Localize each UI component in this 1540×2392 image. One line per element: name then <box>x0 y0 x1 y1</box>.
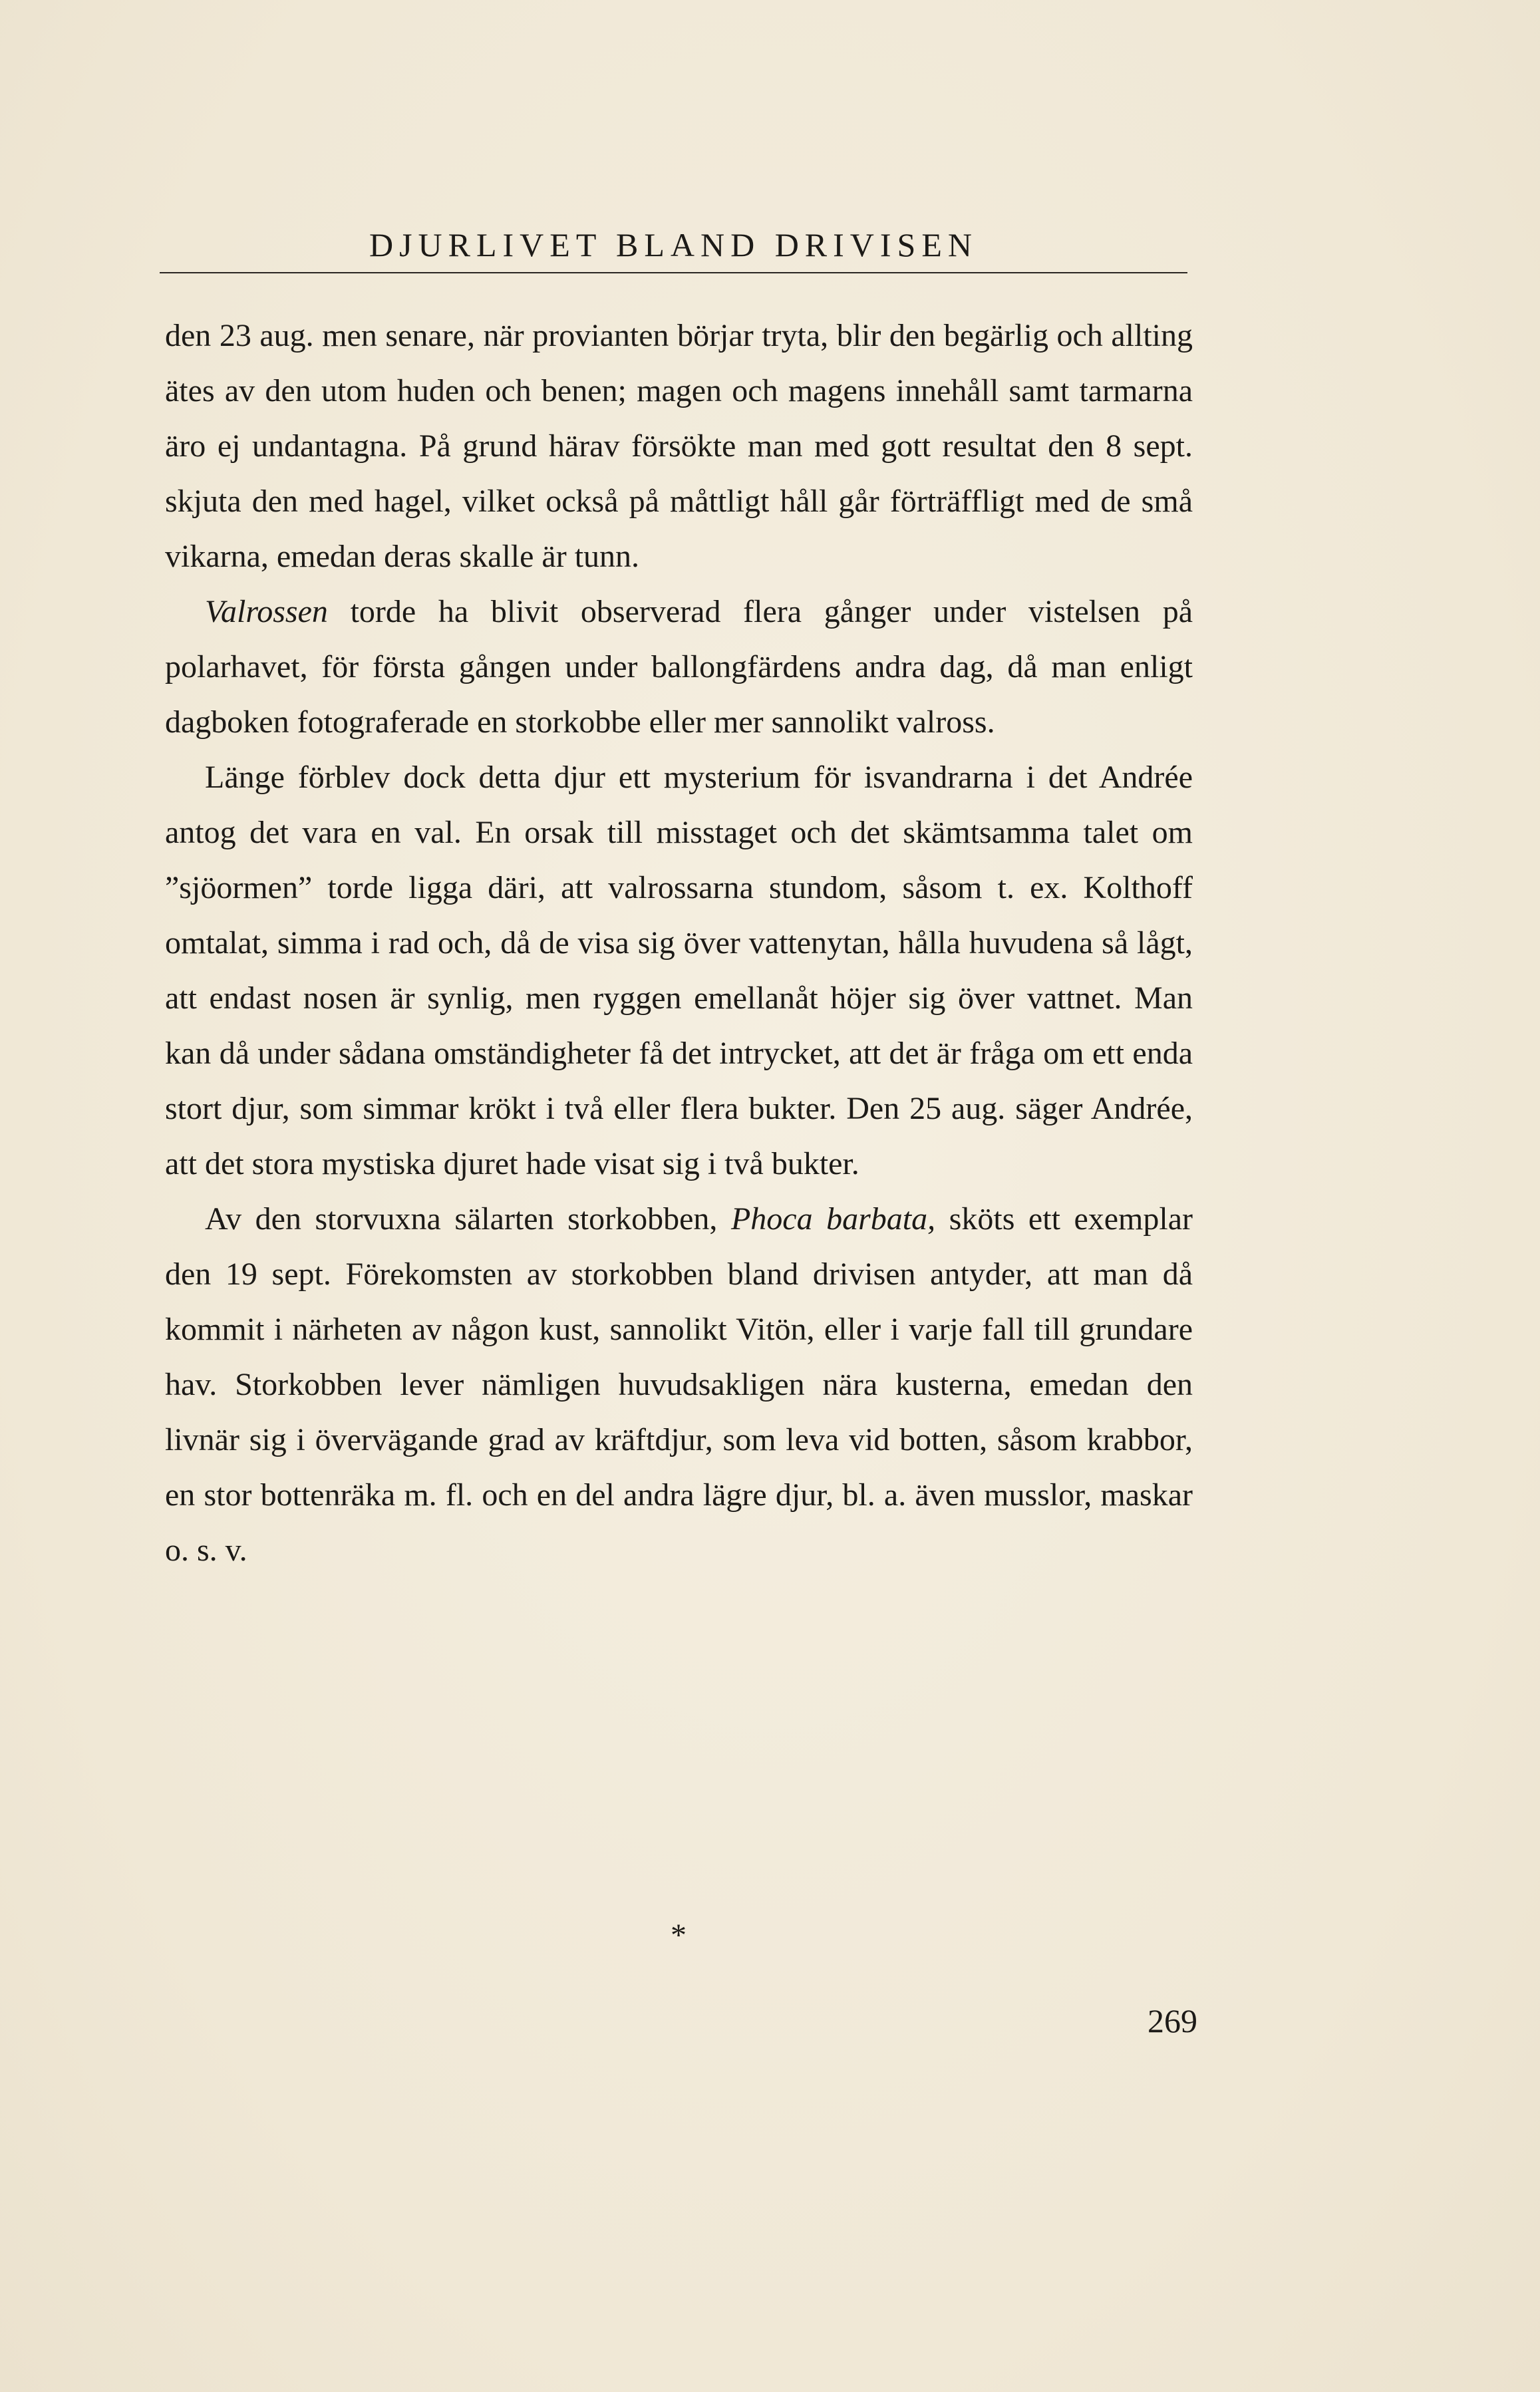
paragraph-4-italic-species: Phoca barbata, <box>730 1201 936 1237</box>
paragraph-4 <box>165 1191 1193 1578</box>
header-rule <box>160 272 1187 273</box>
paragraph-2 <box>165 584 1193 750</box>
paragraph-3 <box>165 750 1193 1191</box>
paragraph-2-text: torde ha blivit observerad flera gånger under vistelsen på polarhavet, för första gången under ballongfärdens andra dag, då man enligt dagboken fotograferade en storkobbe eller mer sannolikt valross. <box>165 594 1193 740</box>
body-text <box>165 308 1193 1578</box>
paragraph-4-text-before: Av den storvuxna sälarten storkobben, <box>205 1201 731 1237</box>
page-number: 269 <box>1148 2002 1197 2039</box>
paragraph-4-text: sköts ett exemplar den 19 sept. Förekomsten av storkobben bland drivisen antyder, att man då kommit i närheten av någon kust, sannolikt Vitön, eller i varje fall till grundare hav. Storkobben lever nämligen huvudsakligen nära kusterna, emedan den livnär sig i övervägande grad av kräftdjur, som leva vid botten, såsom krabbor, en stor bottenräka m. fl. och en del andra lägre djur, bl. a. även musslor, maskar o. s. v. <box>165 1201 1193 1568</box>
paragraph-1-text: den 23 aug. men senare, när provianten börjar tryta, blir den begärlig och allting ätes av den utom huden och benen; magen och magens innehåll samt tarmarna äro ej undantagna. På grund härav försökte man med gott resultat den 8 sept. skjuta den med hagel, vilket också på måttligt håll går förträffligt med de små vikarna, emedan deras skalle är tunn. <box>165 318 1193 574</box>
paragraph-1 <box>165 308 1193 584</box>
paragraph-3-text: Länge förblev dock detta djur ett mysterium för isvandrarna i det Andrée antog det vara en val. En orsak till misstaget och det skämtsamma talet om ”sjöormen” torde ligga däri, att valrossarna stundom, såsom t. ex. Kolthoff omtalat, simma i rad och, då de visa sig över vattenytan, hålla huvudena så lågt, att endast nosen är synlig, men ryggen emellanåt höjer sig över vattnet. Man kan då under sådana omständigheter få det intrycket, att det är fråga om ett enda stort djur, som simmar krökt i två eller flera bukter. Den 25 aug. säger Andrée, att det stora mystiska djuret hade visat sig i två bukter. <box>165 760 1193 1181</box>
paragraph-2-italic-lead: Valrossen <box>205 594 328 629</box>
running-head: DJURLIVET BLAND DRIVISEN <box>369 226 979 263</box>
section-mark: * <box>671 1918 687 1953</box>
